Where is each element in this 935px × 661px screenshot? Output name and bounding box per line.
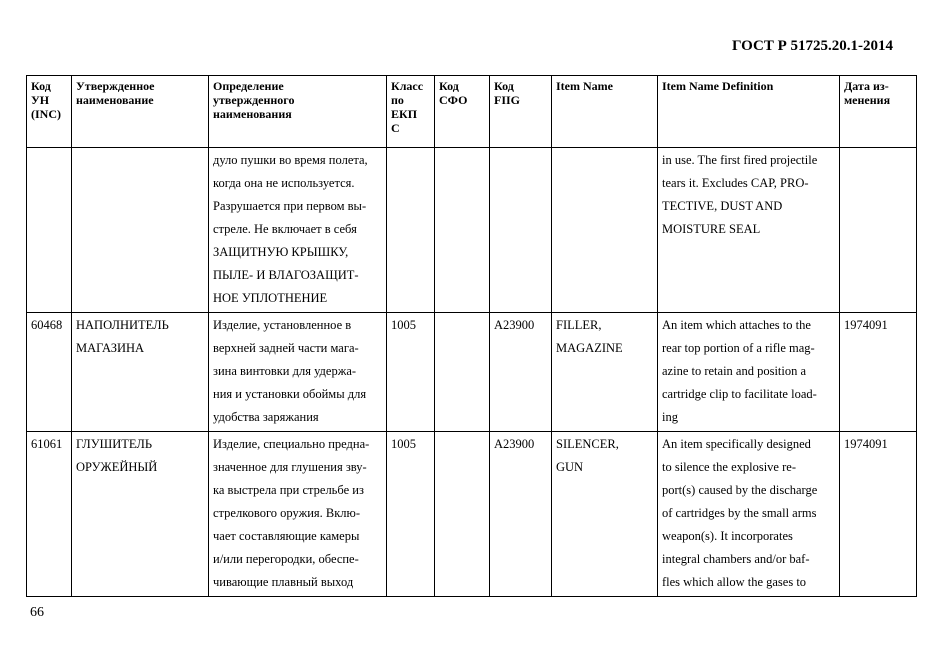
- column-header-approved-name: [72, 76, 209, 148]
- item-name-cell: [552, 432, 658, 597]
- cell-line: integral chambers and/or baf-: [662, 552, 810, 566]
- cell-line: in use. The first fired projectile: [662, 153, 818, 167]
- header-line: Класс: [391, 79, 424, 93]
- header-line: утвержденного: [213, 93, 295, 107]
- cell-line: An item which attaches to the: [662, 318, 811, 332]
- sfo-cell: [435, 432, 490, 597]
- header-line: по: [391, 93, 404, 107]
- header-line: (INC): [31, 107, 61, 121]
- table-row: [27, 313, 917, 432]
- header-line: Дата из-: [844, 79, 889, 93]
- cell-line: port(s) caused by the discharge: [662, 483, 818, 497]
- cell-line: cartridge clip to facilitate load-: [662, 387, 817, 401]
- fiig-cell: [490, 148, 552, 313]
- cell-line: НАПОЛНИТЕЛЬ: [76, 318, 169, 332]
- cell-line: дуло пушки во время полета,: [213, 153, 368, 167]
- change-date-cell: [840, 148, 917, 313]
- table-header-row: [27, 76, 917, 148]
- item-name-cell: [552, 148, 658, 313]
- header-line: Определение: [213, 79, 284, 93]
- specification-table: [26, 75, 917, 597]
- header-line: менения: [844, 93, 891, 107]
- header-line: Item Name Definition: [662, 79, 774, 93]
- column-header-item-name: [552, 76, 658, 148]
- cell-line: удобства заряжания: [213, 410, 319, 424]
- cell-line: Изделие, установленное в: [213, 318, 352, 332]
- class-cell: [387, 148, 435, 313]
- table-body: [27, 148, 917, 597]
- header-line: Код: [31, 79, 51, 93]
- definition-ru-cell: [209, 148, 387, 313]
- cell-line: tears it. Excludes CAP, PRO-: [662, 176, 809, 190]
- cell-line: MOISTURE SEAL: [662, 222, 761, 236]
- cell-line: ПЫЛЕ- И ВЛАГОЗАЩИТ-: [213, 268, 359, 282]
- cell-line: НОЕ УПЛОТНЕНИЕ: [213, 291, 328, 305]
- cell-line: чает составляющие камеры: [213, 529, 360, 543]
- cell-line: ГЛУШИТЕЛЬ: [76, 437, 153, 451]
- cell-line: fles which allow the gases to: [662, 575, 807, 589]
- cell-line: Изделие, специально предна-: [213, 437, 370, 451]
- cell-line: FILLER,: [556, 318, 602, 332]
- cell-line: МАГАЗИНА: [76, 341, 145, 355]
- header-line: Утвержденное: [76, 79, 155, 93]
- definition-en-cell: [658, 148, 840, 313]
- definition-en-cell: [658, 432, 840, 597]
- cell-line: MAGAZINE: [556, 341, 623, 355]
- document-header: ГОСТ Р 51725.20.1-2014: [731, 38, 893, 54]
- fiig-cell: A23900: [490, 313, 552, 432]
- definition-en-cell: [658, 313, 840, 432]
- table-row: [27, 432, 917, 597]
- column-header-definition: [209, 76, 387, 148]
- cell-line: weapon(s). It incorporates: [662, 529, 793, 543]
- inc-cell: 61061: [27, 432, 72, 597]
- header-line: УН: [31, 93, 50, 107]
- column-header-class: [387, 76, 435, 148]
- cell-line: когда она не используется.: [213, 176, 355, 190]
- column-header-inc: [27, 76, 72, 148]
- cell-line: Разрушается при первом вы-: [213, 199, 367, 213]
- header-line: FIIG: [494, 93, 521, 107]
- header-line: СФО: [439, 93, 468, 107]
- approved-name-cell: [72, 313, 209, 432]
- page-number: 66: [30, 605, 44, 620]
- definition-ru-cell: [209, 432, 387, 597]
- inc-cell: 60468: [27, 313, 72, 432]
- cell-line: верхней задней части мага-: [213, 341, 359, 355]
- cell-line: rear top portion of a rifle mag-: [662, 341, 815, 355]
- cell-line: ка выстрела при стрельбе из: [213, 483, 364, 497]
- cell-line: зина винтовки для удержа-: [213, 364, 357, 378]
- cell-line: TECTIVE, DUST AND: [662, 199, 783, 213]
- cell-line: ОРУЖЕЙНЫЙ: [76, 460, 158, 474]
- cell-line: of cartridges by the small arms: [662, 506, 817, 520]
- header-line: Код: [494, 79, 514, 93]
- change-date-cell: 1974091: [840, 313, 917, 432]
- inc-cell: [27, 148, 72, 313]
- sfo-cell: [435, 313, 490, 432]
- column-header-sfo: [435, 76, 490, 148]
- cell-line: GUN: [556, 460, 584, 474]
- item-name-cell: [552, 313, 658, 432]
- approved-name-cell: [72, 432, 209, 597]
- fiig-cell: A23900: [490, 432, 552, 597]
- header-line: наименования: [213, 107, 292, 121]
- cell-line: стреле. Не включает в себя: [213, 222, 357, 236]
- cell-line: стрелкового оружия. Вклю-: [213, 506, 361, 520]
- cell-line: An item specifically designed: [662, 437, 811, 451]
- cell-line: значенное для глушения зву-: [213, 460, 367, 474]
- cell-line: чивающие плавный выход: [213, 575, 354, 589]
- change-date-cell: 1974091: [840, 432, 917, 597]
- class-cell: 1005: [387, 313, 435, 432]
- column-header-change-date: [840, 76, 917, 148]
- cell-line: azine to retain and position a: [662, 364, 807, 378]
- header-line: Item Name: [556, 79, 613, 93]
- header-line: наименование: [76, 93, 154, 107]
- header-line: Код: [439, 79, 459, 93]
- header-line: ЕКП: [391, 107, 418, 121]
- cell-line: SILENCER,: [556, 437, 619, 451]
- sfo-cell: [435, 148, 490, 313]
- approved-name-cell: [72, 148, 209, 313]
- header-line: С: [391, 121, 400, 135]
- column-header-item-name-definition: [658, 76, 840, 148]
- cell-line: ing: [662, 410, 678, 424]
- cell-line: ЗАЩИТНУЮ КРЫШКУ,: [213, 245, 349, 259]
- class-cell: 1005: [387, 432, 435, 597]
- table-row: [27, 148, 917, 313]
- cell-line: и/или перегородки, обеспе-: [213, 552, 359, 566]
- definition-ru-cell: [209, 313, 387, 432]
- cell-line: to silence the explosive re-: [662, 460, 796, 474]
- cell-line: ния и установки обоймы для: [213, 387, 367, 401]
- column-header-fiig: [490, 76, 552, 148]
